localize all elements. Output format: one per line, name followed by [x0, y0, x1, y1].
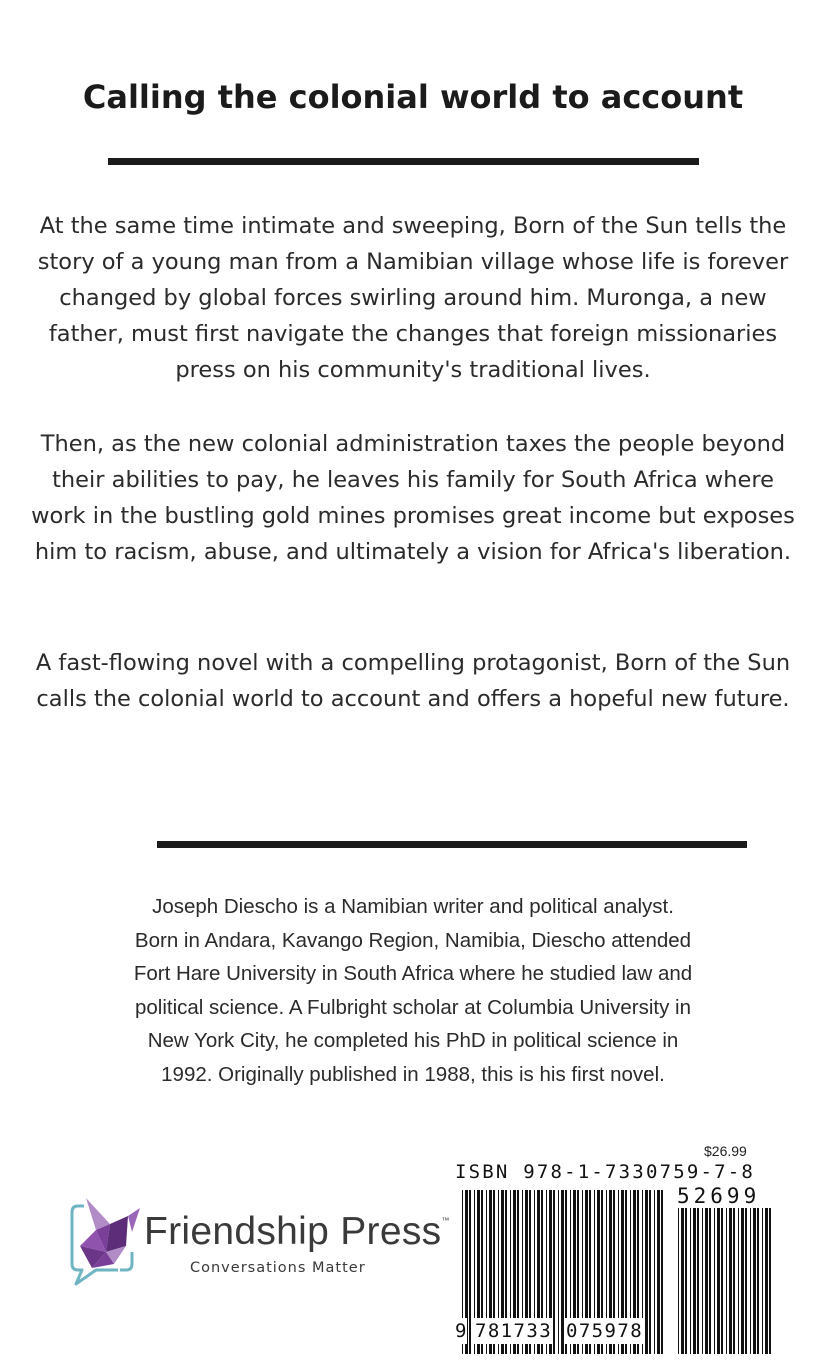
- description-paragraph-3: A fast-flowing novel with a compelling protagonist, Born of the Sun calls the colonial world to account and offers a hopeful new future.: [35, 650, 791, 712]
- barcode-bar: [697, 1208, 699, 1354]
- barcode-bar: [762, 1208, 763, 1354]
- barcode-bar: [721, 1208, 723, 1354]
- barcode-bar: [678, 1208, 679, 1354]
- barcode-bar: [769, 1208, 771, 1354]
- barcode-bar: [709, 1208, 711, 1354]
- barcode-bar: [750, 1208, 751, 1354]
- barcode-bar: [693, 1208, 696, 1354]
- speech-bubble-dove-icon: [66, 1194, 146, 1286]
- barcode-bar: [681, 1208, 684, 1354]
- ean-first-digit: 9: [455, 1320, 467, 1342]
- addon-digits: 52699: [677, 1184, 761, 1208]
- trademark-symbol: ™: [441, 1216, 450, 1225]
- divider-bottom: [157, 841, 747, 848]
- barcode-bar: [753, 1208, 756, 1354]
- isbn-label: ISBN 978-1-7330759-7-8: [455, 1161, 756, 1183]
- barcode-bar: [714, 1208, 715, 1354]
- ean-left-digits: 781733: [475, 1320, 553, 1342]
- ean-right-digits: 075978: [566, 1320, 644, 1342]
- barcode-bar: [702, 1208, 703, 1354]
- barcode-bar: [738, 1208, 739, 1354]
- description-paragraph-1: At the same time intimate and sweeping, Born of the Sun tells the story of a young man from a Namibian village whose life is forever changed by global forces swirling around him. Muronga, a new father, must first navigate the changes that foreign missionaries press on his community's traditional lives.: [37, 213, 789, 383]
- publisher-name-text: Friendship Press: [144, 1210, 442, 1253]
- barcode-bar: [765, 1208, 768, 1354]
- headline: Calling the colonial world to account: [82, 78, 744, 116]
- barcode-bar: [717, 1208, 720, 1354]
- barcode-bar: [685, 1208, 687, 1354]
- barcode-bar: [729, 1208, 732, 1354]
- publisher-name: [144, 1210, 450, 1254]
- divider-top: [108, 158, 699, 165]
- publisher-logo: [66, 1194, 466, 1294]
- barcode-bar: [733, 1208, 735, 1354]
- barcode-bar: [726, 1208, 727, 1354]
- barcode-bar: [757, 1208, 759, 1354]
- ean-digits: [454, 1318, 668, 1344]
- addon-bars: [678, 1208, 771, 1354]
- price-label: $26.99: [704, 1143, 747, 1159]
- barcode-bar: [741, 1208, 744, 1354]
- barcode-bar: [705, 1208, 708, 1354]
- publisher-tagline: Conversations Matter: [190, 1260, 366, 1276]
- author-bio: Joseph Diescho is a Namibian writer and political analyst. Born in Andara, Kavango Region, Namibia, Diescho attended Fort Hare University in South Africa where he studied law and political science. A Fulbright scholar at Columbia University in New York City, he completed his PhD in political science in 1992. Originally published in 1988, this is his first novel.: [133, 895, 693, 1086]
- barcode-bar: [690, 1208, 691, 1354]
- barcode-bar: [745, 1208, 747, 1354]
- description-paragraph-2: Then, as the new colonial administration taxes the people beyond their abilities to pay, he leaves his family for South Africa where work in the bustling gold mines promises great income but exposes him to racism, abuse, and ultimately a vision for Africa's liberation.: [31, 431, 795, 565]
